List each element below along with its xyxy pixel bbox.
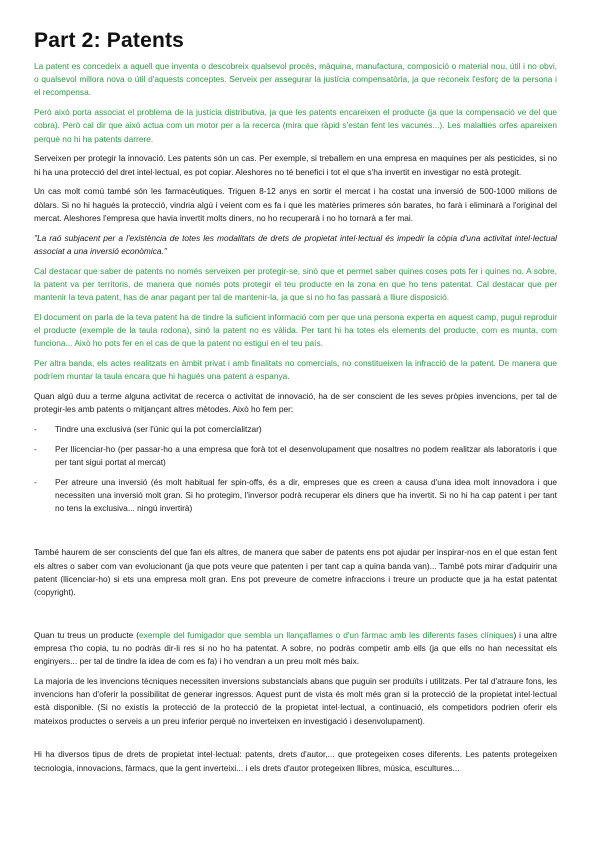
spacer [34,523,557,546]
paragraph-protect-innovation: Serveixen per protegir la innovació. Les patents són un cas. Per exemple, si treballem en una empresa en maquines per als pesticides, si no hi ha una protecció del dret intel·lectual, es pot copiar. Aleshores no té benefici i tot el que s'ha invertit en investigar no està protegit. [34,153,557,177]
paragraph-ip-types: Hi ha diversos tipus de drets de propietat intel·lectual: patents, drets d'autor,... que protegeixen coses diferents. Les patents protegeixen tecnologia, innovacions, fàrmacs, que la gent inverteixi... i els drets d'autor protegeixen llibres, música, escultures... [34,749,557,773]
text-run: Quan tu treus un producte ( [34,629,140,640]
quote-paragraph: "La raó subjacent per a l'existència de totes les modalitats de drets de propietat intel·lectual és impedir la còpia d'una activitat intel·lectual associat a una inversió econòmica." [34,232,557,256]
paragraph-others-awareness: També haurem de ser conscients del que fan els altres, de manera que saber de patents ens pot ajudar per inspirar-nos en el que estan fent els altres o saber com van evolucionant (ja que pots veure que patenten i per tant cap a quina banda van)... També pots mirar d'adquirir una patent (llicenciar-ho) si ets una empresa molt gran. Ens pot preveure de cometre infraccions i treure un producte que ja ha estat patentat (copyright). [34,547,557,598]
spacer [34,606,557,629]
paragraph-investments: La majoria de les invencions tècniques necessiten inversions substancials abans que puguin ser produïts i utilitzats. Per tal d'atraure fons, les invencions han d'oferir la possibilitat de generar ingressos. Aquest punt de vista és molt més gran si la protecció de la propietat intel·lectual està disponible. (Si no existís la protecció de la protecció de la propietat intel·lectual, a continuació, els competidors podrien oferir els mateixos productes o serveis a un preu inferior perquè no inverteixen en investigació i desenvolupament). [34,676,557,726]
paragraph-distributive-justice: Però això porta associat el problema de la justícia distributiva, ja que les patents encareixen el producte (ja que la compensació ve del que cobra). Però cal dir que això actua com un motor per a la recerca (mira que ràpid s'estan fent les vacunes...). Les malalties orfes apareixen perquè no hi ha patents darrere. [34,107,557,144]
list-dash: - [34,443,37,454]
reasons-list [34,423,557,515]
list-dash: - [34,476,37,487]
paragraph-patent-document: El document on parla de la teva patent ha de tindre la suficient informació com per que una persona experta en aquest camp, pugui reproduir el producte (exemple de la taula rodona), sinó la patent no es vàlida. Per tant hi ha totes els elements del producte, com es munta, com funciona... Això ho pots fer en el cas de que la patent no estigui en el teu país. [34,311,557,349]
paragraph-research-awareness: Quan algú duu a terme alguna activitat de recerca o activitat de innovació, ha de ser conscient de les seves pròpies invencions, per tal de protegir-les amb patents o mitjançant altres mètodes. Això ho fem per: [34,391,557,415]
list-item-text: Tindre una exclusiva (ser l'únic qui la pot comercialitzar) [55,424,262,435]
green-example-text: exemple del fumigador que sembla un llançaflames o d'un fàrmac amb les diferents fases clíniques [139,629,514,640]
page-title: Part 2: Patents [34,29,185,52]
spacer [34,734,557,748]
paragraph-copy-product [34,629,557,669]
list-item-text: Per atreure una inversió (és molt habitual fer spin-offs, és a dir, empreses que es creen a causa d'una idea molt innovadora i que necessiten una inversió molt gran. Si ho protegim, l'inversor podrà recuperar els diners que ha invertit. Si no hi ha cap patent i per tant no tens la exclusiva... ningú invertirà) [55,476,557,514]
paragraph-private-acts: Per altra banda, els actes realitzats en àmbit privat i amb finalitats no comercials, no constitueixen la infracció de la patent. De manera que podríem muntar la taula encara que hi hagués una patent a espanya. [34,358,557,382]
list-item [34,443,557,469]
text-run: ) i una altre empresa t'ho copia, tu no podràs dir-li res si no ho ha patentat. A sobre, no podràs competir amb ells (ja que ells no han necessitat els enginyers... per tal de tindre la idea de com es fa) i ho vendran a un preu molt més baix. [34,629,557,667]
list-item [34,423,557,436]
list-dash: - [34,424,37,435]
list-item [34,476,557,516]
document-page [34,28,557,781]
paragraph-know-patents: Cal destacar que saber de patents no només serveixen per protegir-se, sinó que et permet saber quines coses pots fer i quines no. A sobre, la patent va per territoris, de manera que només pots protegir el teu producte en la zona en que ho tens patentat. Cal destacar que per mantenir la teva patent, has de anar pagant per tal de mantenir-la, ja que si no ho fas passarà a lliure disposició. [34,265,557,303]
paragraph-patent-definition: La patent es concedeix a aquell que inventa o descobreix qualsevol procés, màquina, manufactura, composició o material nou, útil i no obvi, o qualsevol millora nova o útil d'aquests conceptes. Serveix per assegurar la justícia compensatòria, ja que reconeix l'esforç de la persona i el recompensa. [34,61,557,98]
paragraph-pharma-case: Un cas molt comú també són les farmacèutiques. Triguen 8-12 anys en sortir el mercat i ha costat una inversió de 500-1000 milions de dòlars. Si no hi hagués la protecció, vindria algú i veient com es fa i que les matèries primeres són barates, ho farà i eliminarà a l'original del mercat. Aleshores l'empresa que havia invertit molts diners, no ho recuperarà i no ho tornarà a fer mai. [34,186,557,223]
list-item-text: Per llicenciar-ho (per passar-ho a una empresa que forà tot el desenvolupament que nosaltres no podem realitzar als laboratoris i que per tant sigui portat al mercat) [55,443,557,468]
